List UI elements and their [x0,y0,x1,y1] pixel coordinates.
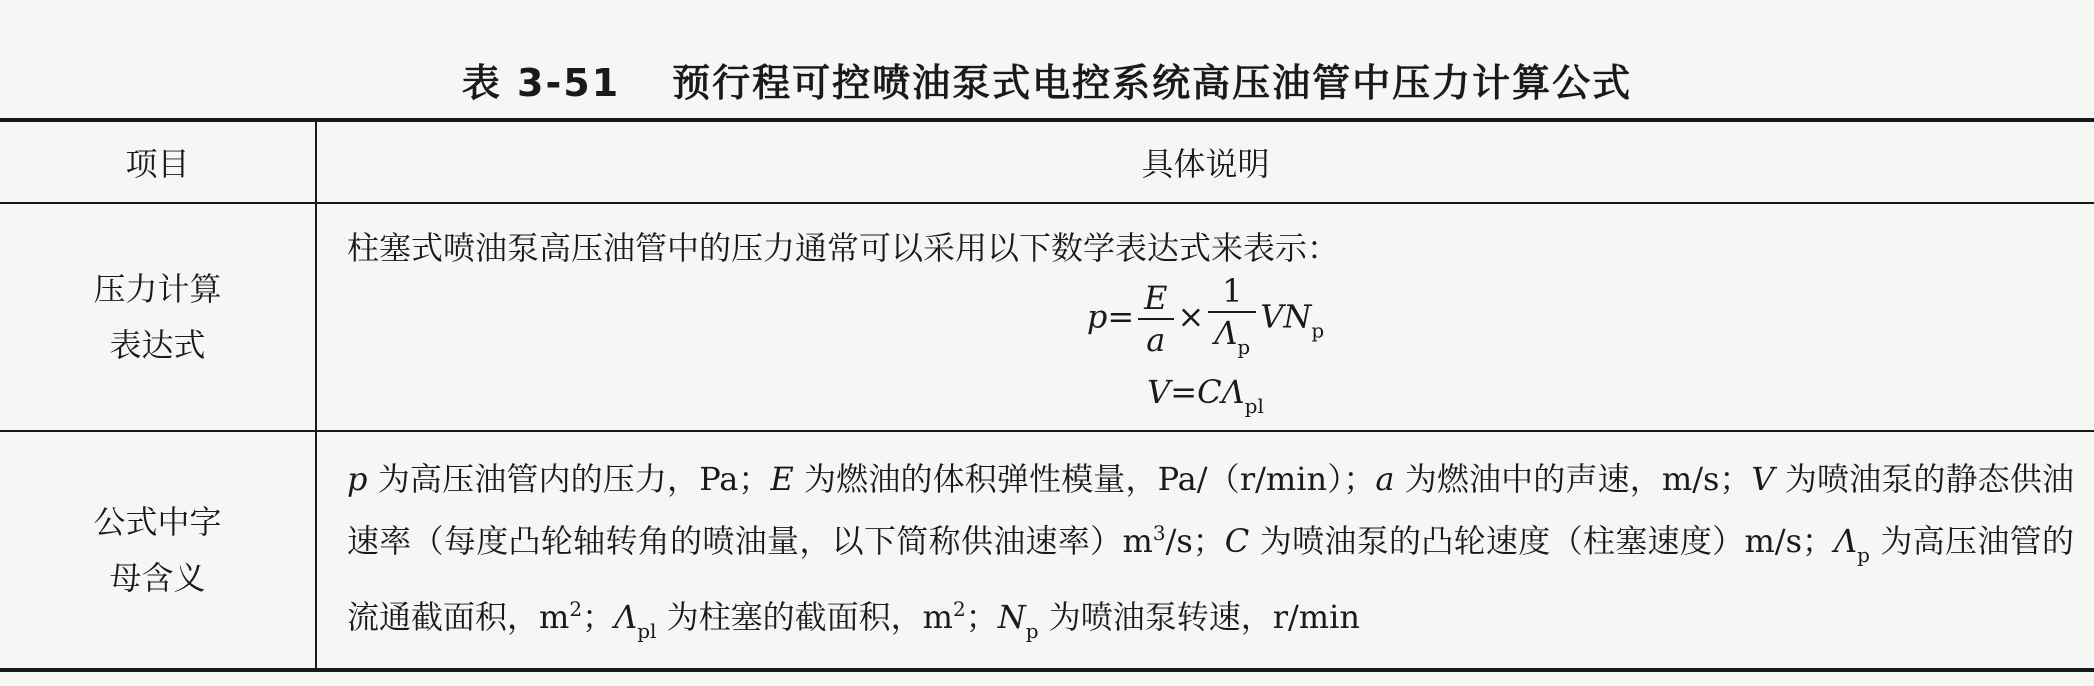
symbol-meanings [317,442,2094,658]
symbol: Λ [1834,522,1858,560]
subscript: p [1025,619,1039,643]
spec-table [0,118,2094,672]
row-content [316,203,2094,431]
subscript: p [1857,543,1870,567]
symbol: V [1751,460,1775,498]
symbol: N [997,598,1026,636]
fraction-denominator: a [1146,320,1166,359]
superscript: 2 [952,597,966,621]
fraction-denominator [1208,313,1256,367]
subscript: pl [637,619,657,643]
fraction-numerator: 1 [1208,271,1256,313]
formula-subscript: p [1311,318,1325,342]
symbol-text: 为喷油泵转速，r/min [1038,598,1360,636]
formula-symbol: = [1107,297,1135,335]
formula-symbol: × [1177,297,1205,335]
table-row [0,431,2094,670]
formula-symbol: Λ [1214,313,1238,352]
symbol: C [1224,522,1250,560]
symbol-text: 为燃油的体积弹性模量，Pa/（r/min）； [793,460,1376,498]
row-label [0,431,316,670]
page-title [0,52,2094,107]
formula-subscript: pl [1244,393,1264,418]
row-label-line: 表达式 [109,326,206,364]
fraction-numerator: E [1138,278,1173,320]
row-label-line: 母含义 [109,559,206,597]
table-header-row [0,120,2094,203]
row-label-line: 公式中字 [93,503,222,541]
volume-formula [317,373,2094,418]
fraction [1208,271,1256,367]
symbol: E [770,460,794,498]
fraction [1138,278,1173,360]
symbol: a [1375,460,1395,498]
symbol-text: 为燃油中的声速，m/s； [1394,460,1752,498]
header-description: 具体说明 [316,120,2094,203]
pressure-formula [317,271,2094,367]
row-content [316,431,2094,670]
formula-intro: 柱塞式喷油泵高压油管中的压力通常可以采用以下数学表达式来表示： [347,228,1340,267]
header-item: 项目 [0,120,316,203]
symbol-text: ； [965,598,998,636]
formula-symbol: p [1086,297,1108,335]
symbol-text: ； [582,598,615,636]
formula-symbol: VN [1260,297,1312,335]
symbol-text: 为高压油管的流通截面积，m [347,522,2074,636]
formula-subscript: p [1237,334,1251,359]
formula-symbol: V [1147,372,1171,411]
superscript: 3 [1152,521,1166,545]
symbol-text: /s； [1165,522,1225,560]
symbol: Λ [614,598,638,636]
symbol-text: 为喷油泵的静态供油速率（每度凸轮轴转角的喷油量，以下简称供油速率）m [347,460,2074,560]
formula-symbol: CΛ [1197,372,1245,411]
formula-symbol: = [1170,372,1198,411]
table-title-text: 预行程可控喷油泵式电控系统高压油管中压力计算公式 [672,61,1633,105]
row-label [0,203,316,431]
table-number: 表 3-51 [461,61,621,105]
table-row [0,203,2094,431]
symbol-text: 为喷油泵的凸轮速度（柱塞速度）m/s； [1249,522,1834,560]
symbol-text: 为柱塞的截面积，m [656,598,953,636]
superscript: 2 [569,597,583,621]
symbol: p [347,460,368,498]
symbol-text: 为高压油管内的压力，Pa； [367,460,771,498]
row-label-line: 压力计算 [93,270,222,308]
